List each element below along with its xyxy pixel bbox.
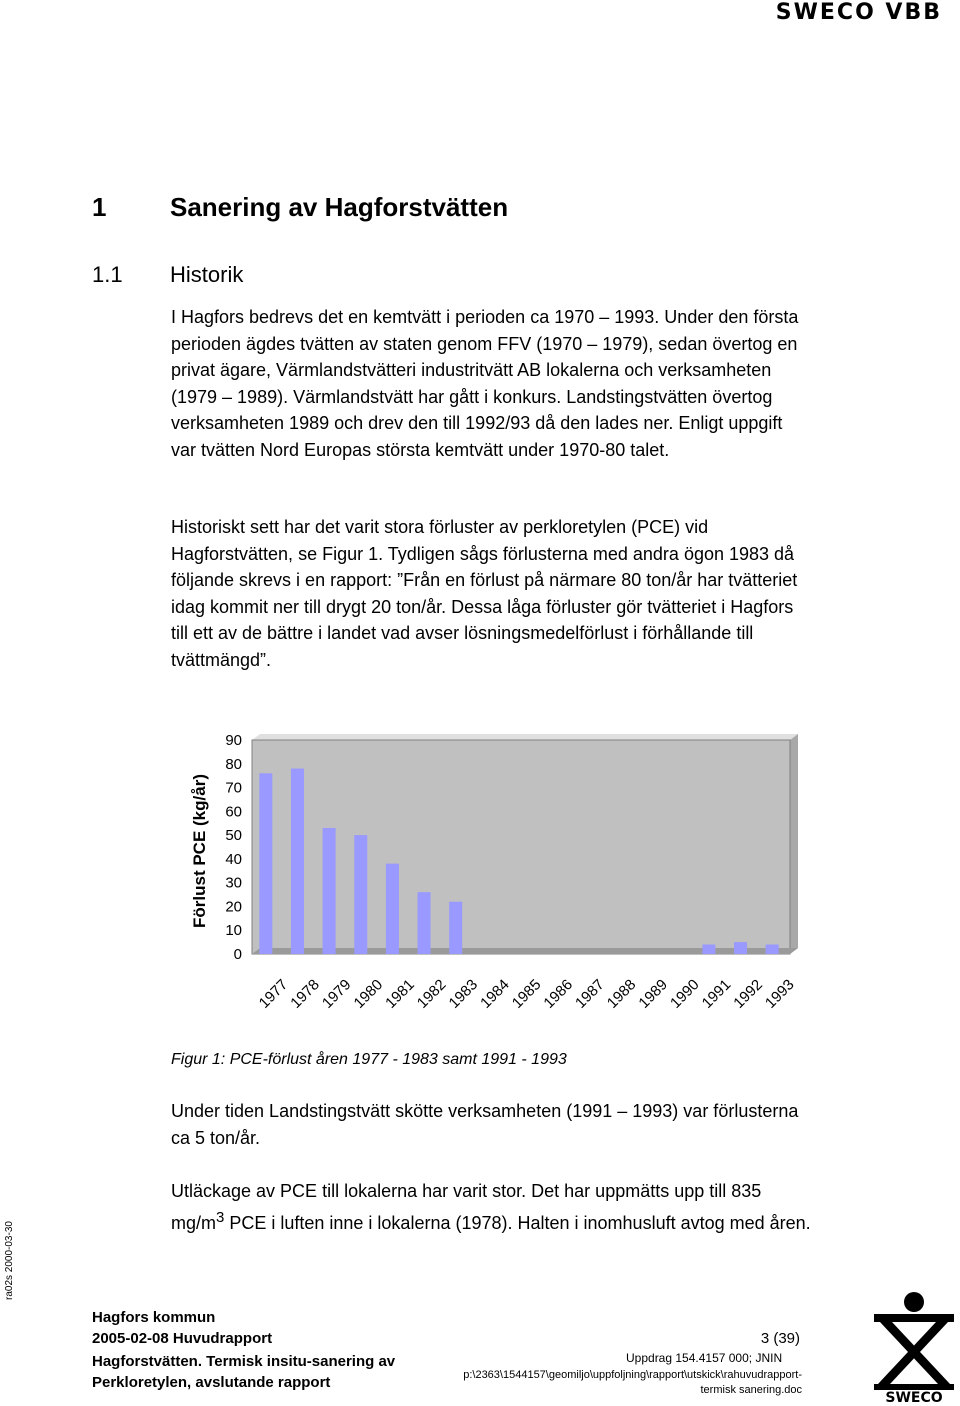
y-tick-label: 80 [225, 755, 242, 773]
paragraph-leakage [171, 1178, 811, 1236]
x-tick-label: 1989 [635, 976, 672, 1012]
x-tick-label: 1983 [445, 976, 482, 1012]
sweco-logo-wordmark: SWECO [885, 1390, 943, 1404]
subsection-title: Historik [170, 262, 244, 287]
leakage-text-a: Utläckage av PCE till lokalerna har varit stor. Det har uppmätts upp till 835 mg/m [171, 1181, 762, 1233]
y-tick-label: 50 [225, 827, 242, 845]
y-tick-label: 40 [225, 850, 242, 868]
footer-date: 2005-02-08 Huvudrapport [92, 1330, 273, 1347]
y-tick-label: 90 [225, 732, 242, 749]
x-tick-label: 1986 [540, 976, 577, 1012]
paragraph-landsting: Under tiden Landstingstvätt skötte verksamheten (1991 – 1993) var förlusterna ca 5 ton/år. [171, 1101, 799, 1148]
bar-1981 [386, 864, 399, 954]
y-tick-label: 10 [225, 922, 242, 940]
x-tick-label: 1987 [572, 976, 608, 1012]
sweco-logo-icon [874, 1292, 954, 1390]
x-tick-label: 1980 [350, 976, 387, 1012]
footer-page-number: 3 (39) [760, 1330, 800, 1347]
plot-area-top [252, 734, 798, 740]
bar-1991 [702, 944, 715, 954]
paragraph-losses: Historiskt sett har det varit stora förluster av perkloretylen (PCE) vid Hagforstvätten, se Figur 1. Tydligen sågs förlusterna med andra ögon 1983 då följande skrevs i en rapport: ”Från en förlust på närmare 80 ton/år har tvätteriet idag kommit ner till drygt 20 ton/år. Dessa låga förluster gör tvätteriet i Hagfors till ett av de bättre i landet vad avser lösningsmedelförlust i förhållande till tvättmängd”. [171, 517, 798, 670]
x-tick-label: 1977 [255, 976, 292, 1012]
unit-superscript: 3 [216, 1208, 225, 1226]
footer-file-path: p:\2363\1544157\geomiljo\uppfoljning\rapport\utskick\rahuvudrapport-termisk sanering.doc [463, 1369, 802, 1396]
section-heading [92, 192, 508, 223]
x-tick-label: 1984 [477, 976, 513, 1012]
leakage-text-b: PCE i luften inne i lokalerna (1978). Halten i inomhusluft avtog med åren. [224, 1212, 811, 1233]
footer-assignment: Uppdrag 154.4157 000; JNIN [626, 1351, 783, 1365]
x-tick-label: 1979 [318, 976, 355, 1012]
template-tag: ra02s 2000-03-30 [4, 1221, 15, 1300]
x-tick-label: 1992 [730, 976, 766, 1012]
subsection-heading [92, 262, 243, 288]
bar-1978 [291, 769, 304, 954]
x-tick-label: 1993 [761, 976, 798, 1012]
y-tick-label: 30 [225, 874, 242, 892]
bar-1977 [259, 773, 272, 954]
x-tick-label: 1985 [508, 976, 545, 1012]
y-tick-label: 20 [225, 898, 242, 916]
section-title: Sanering av Hagforstvätten [170, 192, 509, 222]
bar-1983 [449, 902, 462, 954]
bar-1982 [418, 892, 431, 954]
footer-report-title: Hagforstvätten. Termisk insitu-sanering av Perkloretylen, avslutande rapport [92, 1353, 396, 1391]
x-tick-label: 1988 [603, 976, 640, 1012]
y-axis-label: Förlust PCE (kg/år) [190, 774, 209, 928]
bar-1992 [734, 942, 747, 954]
bar-1993 [766, 944, 779, 954]
bar-1980 [354, 835, 367, 954]
x-tick-label: 1981 [382, 976, 418, 1012]
brand-logo-text: SWECO VBB [775, 0, 942, 25]
x-tick-label: 1978 [287, 976, 323, 1012]
y-tick-label: 70 [225, 779, 242, 797]
pce-loss-chart [180, 720, 800, 1040]
x-tick-label: 1990 [667, 976, 703, 1012]
footer-organisation: Hagfors kommun [92, 1309, 216, 1326]
paragraph-history: I Hagfors bedrevs det en kemtvätt i perioden ca 1970 – 1993. Under den första perioden ägdes tvätten av staten genom FFV (1970 – 1979), sedan övertog en privat ägare, Värmlandstvätteri industritvätt AB lokalerna och verksamheten (1979 – 1989). Värmlandstvätt har gått i konkurs. Landstingstvätten övertog verksamheten 1989 och drev den till 1992/93 då den lades ner. Enligt uppgift var tvätten Nord Europas största kemtvätt under 1970-80 talet. [171, 307, 799, 460]
bar-1979 [323, 828, 336, 954]
figure-caption: Figur 1: PCE-förlust åren 1977 - 1983 samt 1991 - 1993 [171, 1051, 567, 1068]
x-tick-label: 1991 [698, 976, 735, 1012]
subsection-number: 1.1 [92, 262, 123, 287]
plot-area-side [790, 734, 798, 954]
section-number: 1 [92, 192, 107, 222]
y-tick-label: 60 [225, 803, 242, 821]
sweco-logo [872, 1292, 956, 1404]
y-tick-label: 0 [233, 946, 242, 963]
x-tick-label: 1982 [413, 976, 450, 1012]
